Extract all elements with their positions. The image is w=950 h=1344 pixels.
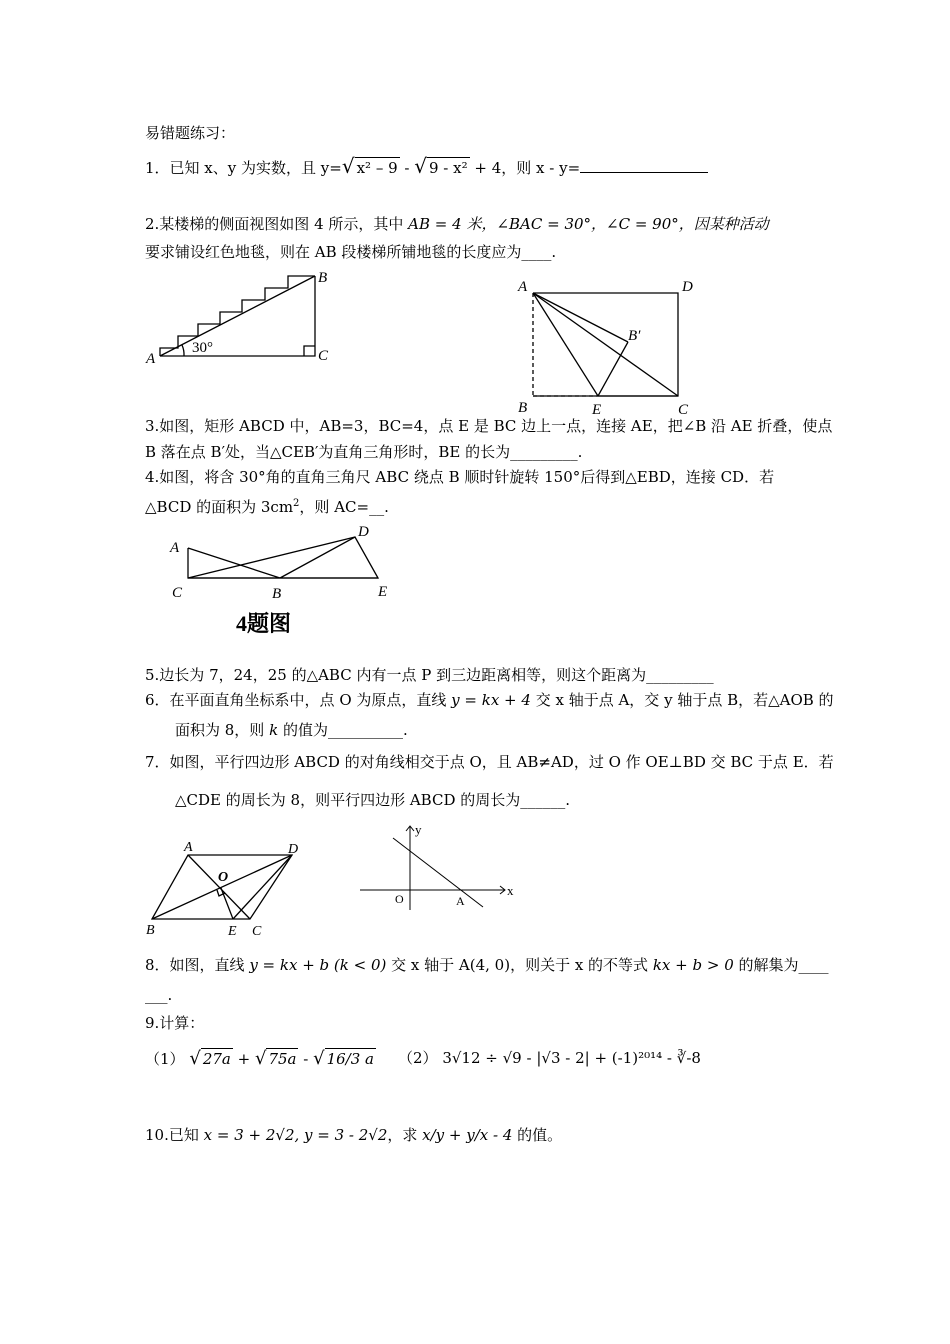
fig4-label-e: E <box>378 584 388 600</box>
segment-de <box>233 855 292 919</box>
question-7-line-2: △CDE 的周长为 8，则平行四边形 ABCD 的周长为______. <box>175 791 571 809</box>
question-9-part-1: （1） √ 27a + √ 75a - √ 16/3 a <box>145 1048 374 1069</box>
q9-expression-2: 3√12 ÷ √9 - |√3 - 2| + (-1)²⁰¹⁴ - ∛-8 <box>442 1049 701 1067</box>
question-2-line-1 <box>145 214 769 234</box>
fig8-label-o: O <box>395 892 404 906</box>
fig7-label-b: B <box>146 923 155 938</box>
q6-text-b: 交 x 轴于点 A，交 y 轴于点 B，若△AOB 的 <box>530 691 834 709</box>
question-4-line-1: 4.如图，将含 30°角的直角三角尺 ABC 绕点 B 顺时针旋转 150°后得到△EBD，连接 CD．若 <box>145 468 775 486</box>
question-8-line-2: ___. <box>145 986 173 1004</box>
q6-text-c: 面积为 8，则 <box>175 721 270 739</box>
rect-label-a: A <box>518 279 528 295</box>
question-8-line-1 <box>145 955 829 975</box>
q1-radical-2: 9 - x² <box>429 159 468 177</box>
q10-text-e: 的值。 <box>512 1126 563 1144</box>
q6-k: k <box>269 721 279 739</box>
question-6-line-2 <box>175 720 408 740</box>
q1-answer-blank[interactable] <box>580 158 708 173</box>
q6-text-d: 的值为__________. <box>278 721 408 739</box>
stairs-angle-label: 30° <box>192 340 213 356</box>
q8-condition: (k < 0) <box>329 956 392 974</box>
q8-text-a: 8．如图，直线 <box>145 956 250 974</box>
fig4-label-d: D <box>358 524 369 540</box>
q9-p1-label: （1） <box>145 1050 185 1068</box>
fig8-label-y: y <box>415 822 422 837</box>
fig4-label-a: A <box>170 540 180 556</box>
q1-mid: - <box>399 159 415 177</box>
fig4-label-b: B <box>272 586 282 602</box>
diagonal-ac <box>188 855 250 919</box>
q9-radical-1: 27a <box>202 1050 231 1068</box>
segment-oe <box>221 888 233 919</box>
segment-abp <box>533 293 628 342</box>
q1-radical-1: x² – 9 <box>356 159 398 177</box>
rect-label-bprime: B′ <box>628 328 641 344</box>
q8-equation: y = kx + b <box>249 956 330 974</box>
question-9-heading: 9.计算： <box>145 1014 205 1032</box>
q1-text: 1．已知 x、y 为实数，且 y= <box>145 159 342 177</box>
question-5: 5.边长为 7，24，25 的△ABC 内有一点 P 到三边距离相等，则这个距离为_________ <box>145 666 714 684</box>
q4-text-a: △BCD 的面积为 3cm <box>145 498 294 516</box>
rotation-figure <box>160 522 400 642</box>
angle-arc <box>182 345 184 356</box>
fig4-label-c: C <box>172 585 183 601</box>
q9-radical-3: 16/3 a <box>326 1050 374 1068</box>
fig7-label-c: C <box>252 924 262 939</box>
stairs-label-c: C <box>318 348 329 364</box>
stairs-label-b: B <box>318 270 328 286</box>
q6-equation: y = kx + 4 <box>451 691 531 709</box>
fig7-label-d: D <box>288 842 299 857</box>
q4-superscript: 2 <box>293 498 300 509</box>
rect-label-d: D <box>682 279 693 295</box>
fig4-caption: 4题图 <box>236 611 292 636</box>
stairs-label-a: A <box>146 351 156 367</box>
q9-p2-label: （2） <box>398 1049 438 1067</box>
rect-label-c: C <box>678 402 689 418</box>
triangle-abc <box>188 548 280 578</box>
right-angle-mark <box>304 346 315 356</box>
stairs-slope <box>160 276 315 356</box>
rect-label-e: E <box>592 402 602 418</box>
q1-tail: + 4，则 x - y= <box>469 159 581 177</box>
question-3-line-1: 3.如图，矩形 ABCD 中，AB=3，BC=4，点 E 是 BC 边上一点，连接 AE，把∠B 沿 AE 折叠，使点 <box>145 417 833 435</box>
q8-inequality: kx + b > 0 <box>652 956 734 974</box>
fig7-label-e: E <box>228 924 237 939</box>
coordinate-figure <box>355 820 530 915</box>
question-6-line-1 <box>145 690 834 710</box>
question-1: 1．已知 x、y 为实数，且 y=√ x² – 9 - √ 9 - x² + 4，则 x - y= <box>145 156 708 178</box>
diagonal-ac <box>533 293 678 396</box>
question-10 <box>145 1125 562 1145</box>
rectangle-fold-figure <box>510 272 710 422</box>
fig8-label-a: A <box>456 894 465 908</box>
stairs-figure <box>140 268 340 368</box>
segment-cd <box>188 537 355 578</box>
q6-text-a: 6．在平面直角坐标系中，点 O 为原点，直线 <box>145 691 452 709</box>
segment-ae <box>533 293 598 396</box>
line-y-kx-b <box>393 838 483 907</box>
fig7-label-o: O <box>218 870 229 885</box>
q2-text-b: AB = 4 米，∠BAC = 30°，∠C = 90°，因某种活动 <box>408 215 769 233</box>
q9-radical-2: 75a <box>268 1050 297 1068</box>
question-7-line-1: 7．如图，平行四边形 ABCD 的对角线相交于点 O，且 AB≠AD，过 O 作 OE⊥BD 交 BC 于点 E．若 <box>145 753 834 771</box>
rect-label-b: B <box>518 400 528 416</box>
question-4-line-2 <box>145 494 389 517</box>
parallelogram-figure <box>140 835 320 940</box>
fig7-label-a: A <box>184 840 193 855</box>
question-2-line-2: 要求铺设红色地毯，则在 AB 段楼梯所铺地毯的长度应为____. <box>145 243 557 261</box>
q10-expression: x/y + y/x - 4 <box>422 1126 513 1144</box>
question-9-part-2 <box>398 1048 701 1068</box>
q8-text-c: 的解集为____ <box>733 956 829 974</box>
q4-text-c: ，则 AC=__. <box>299 498 389 516</box>
fig8-label-x: x <box>507 883 514 898</box>
q8-text-b: 交 x 轴于 A(4, 0)，则关于 x 的不等式 <box>391 956 653 974</box>
q10-text-a: 10.已知 <box>145 1126 204 1144</box>
q10-given: x = 3 + 2√2, y = 3 - 2√2 <box>203 1126 388 1144</box>
question-3-line-2: B 落在点 B′处，当△CEB′为直角三角形时，BE 的长为_________. <box>145 443 583 461</box>
q2-text-a: 2.某楼梯的侧面视图如图 4 所示，其中 <box>145 215 409 233</box>
q10-text-c: ，求 <box>387 1126 423 1144</box>
page-heading: 易错题练习： <box>145 124 236 142</box>
